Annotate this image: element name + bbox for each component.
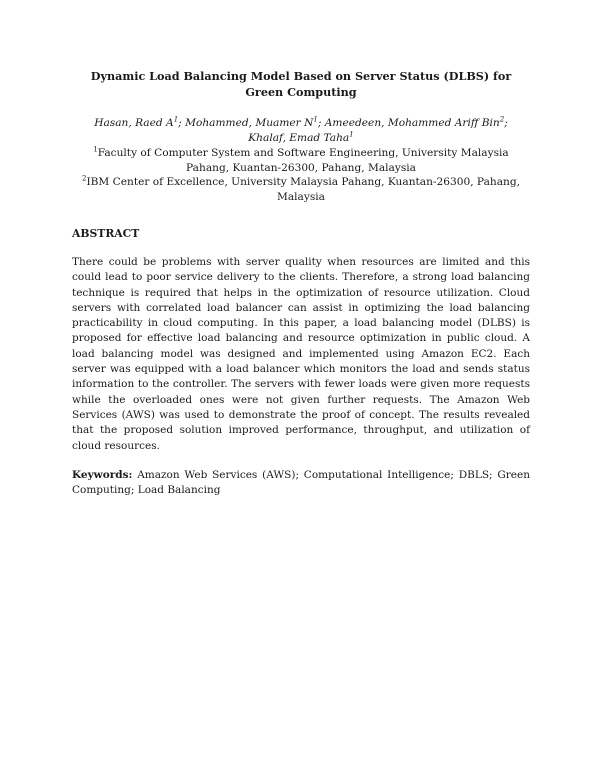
abstract-text: There could be problems with server quality when resources are limited and this could lead to poor service delivery to the clients. Therefore, a strong load balancing technique is required that helps in the optimization of resource utilization. Cloud servers with correlated load balancer can assist in optimizing the load balancing practicability in cloud computing. In this paper, a load balancing model (DLBS) is proposed for effective load balancing and resource optimization in public cloud. A load balancing model was designed and implemented using Amazon EC2. Each server was equipped with a load balancer which monitors the load and sends status information to the controller. The servers with fewer loads were given more requests while the overloaded ones were not given further requests. The Amazon Web Services (AWS) was used to demonstrate the proof of concept. The results revealed that the proposed solution improved performance, throughput, and utilization of cloud resources. [72,256,530,452]
keywords-paragraph [72,468,530,498]
paper-title: Dynamic Load Balancing Model Based on Server Status (DLBS) for Green Computing [90,69,512,99]
keywords-text: Amazon Web Services (AWS); Computational Intelligence; DBLS; Green Computing; Load Balancing [72,468,530,496]
affiliation-2: $^2$IBM Center of Excellence, University Malaysia Pahang, Kuantan-26300, Pahang, Malaysia [81,174,521,203]
author-list [72,116,530,146]
keywords-label: Keywords: [72,468,133,481]
author-1: Hasan, Raed $A^1$; [94,115,186,129]
abstract-heading: ABSTRACT [72,227,140,240]
author-3: Ameedeen, Mohammed Ariff Bin$^2$; [324,115,508,129]
author-2: Mohammed, Muamer $N^1$; [185,115,325,129]
paper-content [72,68,530,498]
author-4: Khalaf, Emad Taha$^1$ [248,130,354,144]
affiliation-1: $^1$Faculty of Computer System and Software Engineering, University Malaysia Pahang, Kuantan-26300, Pahang, Malaysia [93,145,509,174]
